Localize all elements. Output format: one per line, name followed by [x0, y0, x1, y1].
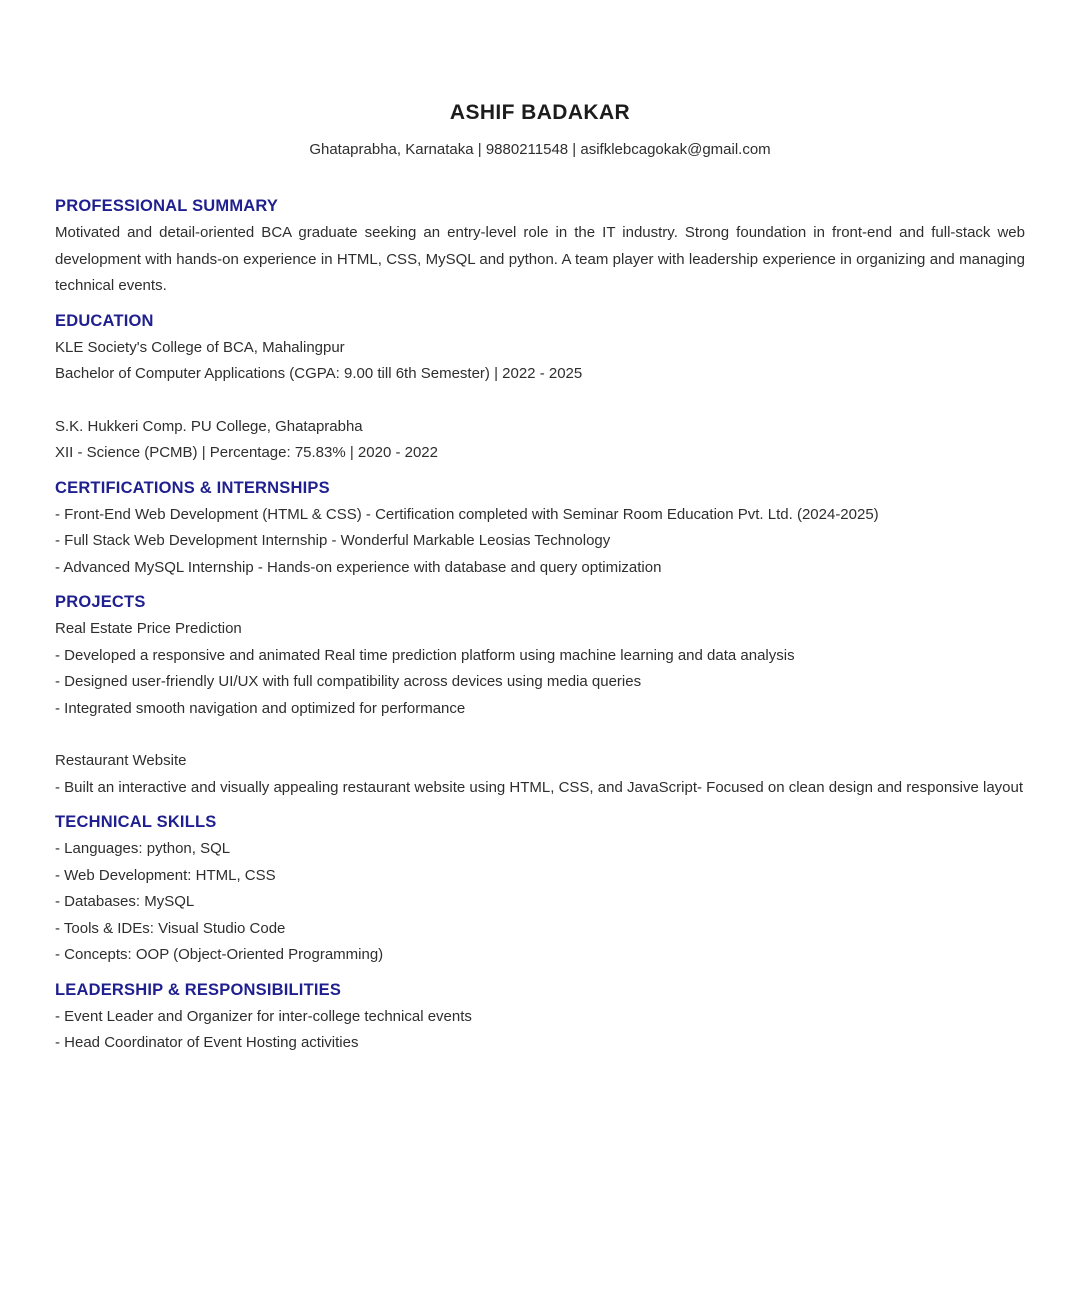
certification-item: - Front-End Web Development (HTML & CSS) - Certification completed with Seminar Room Education Pvt. Ltd. (2024-2025) — [55, 505, 879, 523]
project-name: Real Estate Price Prediction — [55, 620, 242, 637]
skill-item: - Databases: MySQL — [55, 893, 195, 910]
project-name: Restaurant Website — [55, 752, 187, 769]
education-entry — [55, 335, 1025, 388]
section-title-leadership: LEADERSHIP & RESPONSIBILITIES — [55, 980, 342, 999]
section-education — [55, 308, 1025, 467]
section-professional-summary — [55, 193, 1025, 300]
education-entry — [55, 414, 1025, 467]
leadership-item: - Head Coordinator of Event Hosting activities — [55, 1034, 359, 1051]
section-projects — [55, 589, 1025, 801]
skill-item: - Web Development: HTML, CSS — [55, 866, 276, 884]
skill-item: - Concepts: OOP (Object-Oriented Programming) — [55, 946, 384, 963]
section-title-technical-skills: TECHNICAL SKILLS — [55, 813, 217, 831]
education-school: S.K. Hukkeri Comp. PU College, Ghataprabha — [55, 417, 363, 435]
education-school: KLE Society's College of BCA, Mahalingpur — [55, 338, 345, 356]
contact-line: Ghataprabha, Karnataka | 9880211548 | asifklebcagokak@gmail.com — [309, 141, 771, 158]
project-entry — [55, 616, 1025, 722]
project-bullet: - Developed a responsive and animated Real time prediction platform using machine learning and data analysis — [55, 646, 795, 664]
project-entry — [55, 748, 1025, 801]
section-title-projects: PROJECTS — [55, 593, 146, 611]
candidate-name: ASHIF BADAKAR — [449, 101, 631, 124]
summary-text: Motivated and detail-oriented BCA graduate seeking an entry-level role in the IT industry. Strong foundation in front-end and full-stack web development with hands-on experience in HTML, CSS, MySQL and python. A team player with leadership experience in organizing and managing technical events. — [55, 224, 1025, 294]
section-title-education: EDUCATION — [55, 311, 154, 330]
section-leadership — [55, 977, 1025, 1057]
education-detail: Bachelor of Computer Applications (CGPA: 9.00 till 6th Semester) | 2022 - 2025 — [55, 365, 583, 382]
section-title-professional-summary: PROFESSIONAL SUMMARY — [55, 197, 279, 215]
certification-item: - Advanced MySQL Internship - Hands-on experience with database and query optimization — [55, 558, 662, 576]
education-detail: XII - Science (PCMB) | Percentage: 75.83% | 2020 - 2022 — [55, 444, 438, 461]
skill-item: - Tools & IDEs: Visual Studio Code — [55, 919, 286, 937]
section-title-certifications: CERTIFICATIONS & INTERNSHIPS — [55, 478, 330, 497]
project-bullet: - Integrated smooth navigation and optimized for performance — [55, 699, 466, 717]
skill-item: - Languages: python, SQL — [55, 840, 231, 857]
section-certifications — [55, 475, 1025, 582]
project-bullet: - Built an interactive and visually appealing restaurant website using HTML, CSS, and JavaScript- Focused on clean design and responsive layout — [55, 778, 1024, 796]
leadership-item: - Event Leader and Organizer for inter-college technical events — [55, 1007, 472, 1025]
section-technical-skills — [55, 809, 1025, 969]
certification-item: - Full Stack Web Development Internship - Wonderful Markable Leosias Technology — [55, 532, 611, 549]
project-bullet: - Designed user-friendly UI/UX with full compatibility across devices using media queries — [55, 673, 642, 690]
